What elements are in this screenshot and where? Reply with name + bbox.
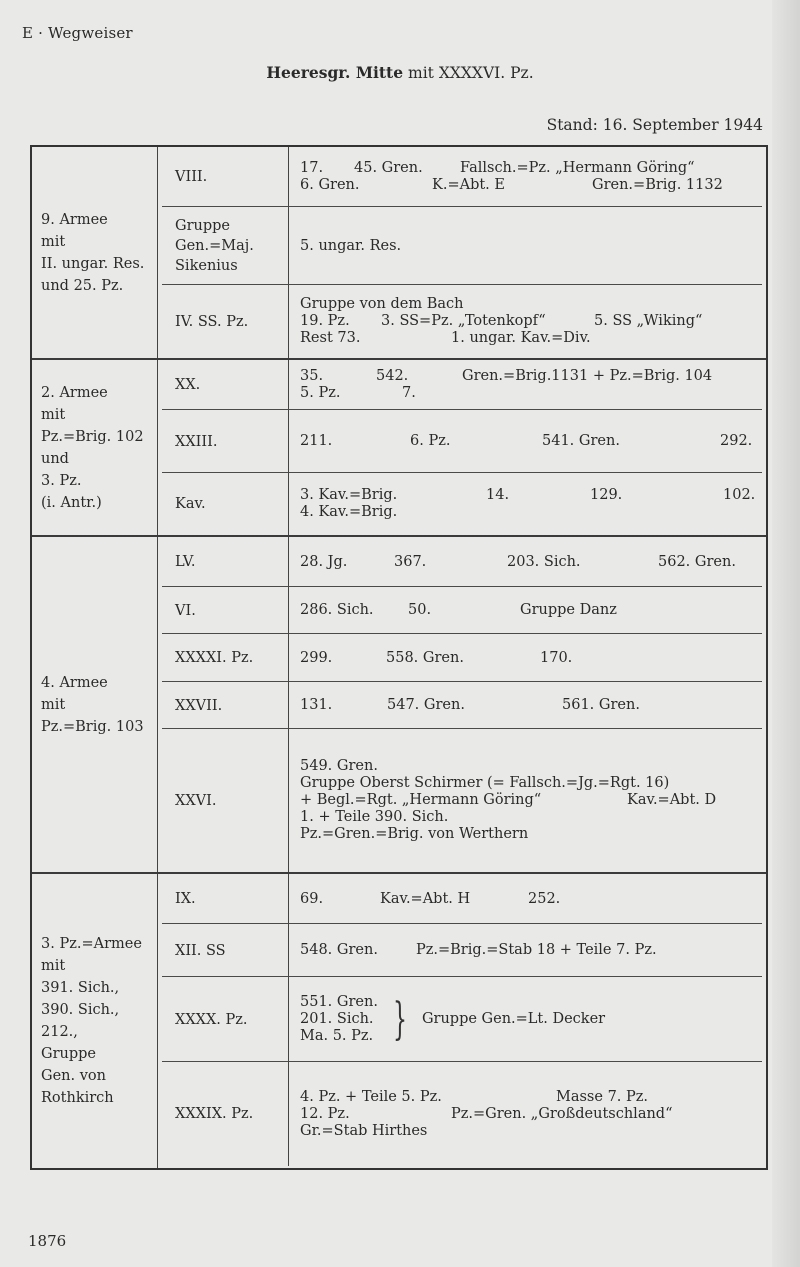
unit-line: [300, 487, 756, 504]
corps-cell: [158, 682, 289, 729]
corps-cell: [158, 360, 289, 410]
corps-row: [158, 537, 766, 587]
army-line: 3. Pz.=Armee: [41, 936, 142, 952]
unit-label: 3. Kav.=Brig.: [300, 487, 398, 503]
unit-label: 50.: [408, 602, 432, 618]
units-cell: [289, 207, 766, 285]
corps-line: Gruppe: [175, 218, 230, 234]
unit-line: [300, 313, 756, 330]
army-line: Gen. von: [41, 1068, 106, 1084]
units-cell: [289, 410, 766, 473]
corps-name: [175, 494, 206, 514]
unit-line: [300, 942, 756, 959]
unit-line: [300, 826, 756, 843]
corps-name: [175, 941, 226, 961]
unit-label: 5. SS „Wiking“: [594, 313, 703, 329]
group-label: Gruppe Gen.=Lt. Decker: [421, 1011, 606, 1027]
corps-name: [175, 648, 253, 668]
corps-name: [175, 696, 222, 716]
army-line: mit: [41, 696, 66, 713]
army-section: [32, 147, 766, 360]
unit-label: 4. Pz. + Teile 5. Pz.: [300, 1088, 442, 1105]
corps-row: [158, 874, 766, 924]
unit-label: 4. Kav.=Brig.: [300, 504, 398, 520]
braced-units: [300, 994, 378, 1045]
corps-line: XXXX. Pz.: [175, 1011, 248, 1028]
unit-label: 547. Gren.: [387, 697, 465, 713]
corps-line: XXVII.: [175, 697, 223, 714]
army-cell: [32, 537, 158, 872]
army-name: [41, 933, 142, 1109]
army-line: Pz.=Brig. 102: [41, 428, 144, 445]
unit-label: 558. Gren.: [386, 649, 464, 666]
unit-label: 3. SS=Pz. „Totenkopf“: [381, 313, 546, 329]
corps-name: [175, 601, 196, 621]
army-line: 390. Sich.,: [41, 1002, 120, 1018]
unit-label: 35.: [300, 368, 324, 384]
unit-line: [300, 758, 756, 775]
corps-name: [175, 167, 207, 187]
army-line: mit: [41, 233, 66, 250]
page-number: 1876: [28, 1232, 67, 1250]
corps-name: [175, 432, 217, 452]
army-line: 4. Armee: [41, 674, 108, 691]
army-cell: [32, 874, 158, 1168]
unit-label: Gruppe Danz: [520, 602, 617, 618]
army-line: Rothkirch: [41, 1090, 114, 1106]
unit-line: [300, 697, 756, 714]
unit-label: + Begl.=Rgt. „Hermann Göring“: [300, 792, 542, 808]
unit-label: 203. Sich.: [507, 553, 581, 570]
unit-line: [300, 504, 756, 521]
order-of-battle-table: [30, 145, 768, 1170]
unit-label: 548. Gren.: [300, 942, 378, 958]
corps-row: [158, 587, 766, 634]
unit-label: Fallsch.=Pz. „Hermann Göring“: [460, 160, 695, 176]
unit-label: Rest 73.: [300, 330, 361, 346]
unit-label: 7.: [402, 385, 416, 401]
unit-label: Gruppe von dem Bach: [300, 296, 464, 312]
unit-line: [300, 1123, 756, 1140]
corps-row: [158, 682, 766, 729]
unit-label: 170.: [540, 649, 573, 666]
unit-label: 6. Gren.: [300, 177, 360, 193]
corps-row: [158, 410, 766, 473]
unit-label: 129.: [590, 487, 623, 503]
unit-label: 542.: [376, 368, 409, 384]
unit-label: 12. Pz.: [300, 1105, 350, 1122]
corps-cell: [158, 1062, 289, 1166]
unit-label: 102.: [723, 487, 756, 503]
units-cell: [289, 537, 766, 587]
curly-brace-icon: }: [392, 993, 407, 1045]
corps-line: LV.: [175, 554, 196, 570]
corps-cell: [158, 587, 289, 634]
unit-label: 561. Gren.: [562, 697, 640, 713]
army-line: Pz.=Brig. 103: [41, 718, 144, 735]
corps-cell: [158, 537, 289, 587]
army-line: (i. Antr.): [41, 494, 102, 511]
units-cell: [289, 634, 766, 682]
corps-line: XXXIX. Pz.: [175, 1106, 254, 1122]
corps-name: [175, 791, 216, 811]
army-line: 3. Pz.: [41, 472, 82, 489]
corps-row: [158, 360, 766, 410]
unit-label: 286. Sich.: [300, 602, 374, 618]
corps-line: IV. SS. Pz.: [175, 313, 249, 330]
unit-line: [300, 602, 756, 619]
army-line: 2. Armee: [41, 384, 108, 401]
title-bold: Heeresgr. Mitte: [266, 63, 404, 82]
unit-label: 6. Pz.: [410, 433, 451, 449]
corps-line: Kav.: [175, 496, 206, 512]
units-cell: [289, 587, 766, 634]
units-cell: [289, 147, 766, 207]
unit-line: [300, 238, 756, 255]
unit-label: 299.: [300, 649, 333, 666]
unit-line: [300, 385, 756, 402]
unit-label: Kav.=Abt. D: [627, 792, 717, 808]
corps-cell: [158, 924, 289, 977]
units-cell: [289, 1062, 766, 1166]
unit-label: 5. ungar. Res.: [300, 237, 402, 254]
unit-line: [300, 792, 756, 809]
corps-row: [158, 924, 766, 977]
corps-name: [175, 889, 196, 909]
unit-line: [300, 330, 756, 347]
corps-name: [175, 375, 200, 395]
army-line: Gruppe: [41, 1046, 96, 1062]
corps-line: VIII.: [175, 169, 208, 185]
unit-line: [300, 296, 756, 313]
unit-line: [300, 891, 756, 908]
unit-label: 541. Gren.: [542, 433, 620, 449]
units-cell: [289, 682, 766, 729]
corps-name: [175, 312, 248, 332]
corps-line: XXIII.: [175, 433, 218, 450]
units-cell: [289, 285, 766, 358]
army-cell: [32, 360, 158, 535]
unit-label: 549. Gren.: [300, 758, 378, 774]
unit-label: Masse 7. Pz.: [556, 1088, 649, 1105]
unit-label: Gr.=Stab Hirthes: [300, 1122, 428, 1139]
units-cell: [289, 924, 766, 977]
corps-cell: [158, 874, 289, 924]
corps-line: Gen.=Maj.: [175, 238, 254, 254]
corps-line: Sikenius: [175, 258, 238, 274]
army-line: mit: [41, 406, 66, 423]
unit-label: 562. Gren.: [658, 553, 736, 570]
unit-label: 201. Sich.: [300, 1011, 374, 1027]
army-name: [41, 672, 144, 738]
corps-row: [158, 729, 766, 872]
unit-line: [300, 554, 756, 571]
corps-row: [158, 207, 766, 285]
unit-line: [300, 775, 756, 792]
corps-row: [158, 285, 766, 358]
corps-cell: [158, 634, 289, 682]
units-cell: [289, 360, 766, 410]
corps-line: IX.: [175, 891, 196, 907]
army-line: mit: [41, 958, 66, 974]
unit-line: [300, 177, 756, 194]
corps-row: [158, 634, 766, 682]
unit-line: [300, 650, 756, 667]
unit-label: Gren.=Brig. 1132: [592, 177, 723, 193]
unit-label: 69.: [300, 890, 324, 907]
unit-line: [300, 1089, 756, 1106]
unit-label: 292.: [720, 433, 753, 449]
unit-label: Pz.=Gren.=Brig. von Werthern: [300, 826, 529, 842]
army-section: [32, 360, 766, 537]
units-cell: [289, 473, 766, 535]
unit-label: 5. Pz.: [300, 385, 341, 401]
unit-line: [300, 160, 756, 177]
running-head: E · Wegweiser: [22, 24, 133, 42]
unit-label: Pz.=Brig.=Stab 18 + Teile 7. Pz.: [416, 942, 657, 958]
unit-label: 1. + Teile 390. Sich.: [300, 809, 449, 825]
corps-cell: [158, 285, 289, 358]
unit-label: 45. Gren.: [354, 160, 423, 176]
army-name: [41, 209, 144, 297]
army-line: 391. Sich.,: [41, 980, 120, 996]
unit-label: Gren.=Brig.1131 + Pz.=Brig. 104: [462, 368, 713, 384]
stand-date: Stand: 16. September 1944: [546, 116, 763, 134]
unit-line: [300, 809, 756, 826]
corps-line: XII. SS: [175, 942, 226, 959]
army-line: 9. Armee: [41, 211, 108, 228]
corps-line: XX.: [175, 377, 201, 393]
unit-label: 211.: [300, 433, 333, 449]
unit-label: 367.: [394, 553, 427, 570]
unit-label: 551. Gren.: [300, 994, 378, 1010]
unit-line: [300, 433, 756, 450]
army-cell: [32, 147, 158, 358]
corps-cell: [158, 207, 289, 285]
corps-cell: [158, 729, 289, 872]
corps-row: [158, 473, 766, 535]
units-cell: [289, 874, 766, 924]
page-title: [0, 63, 800, 82]
army-line: II. ungar. Res.: [41, 255, 145, 272]
corps-name: [175, 1104, 253, 1124]
unit-label: 19. Pz.: [300, 313, 350, 329]
army-section: [32, 874, 766, 1168]
units-cell: [289, 729, 766, 872]
corps-row: [158, 1062, 766, 1166]
unit-label: 252.: [528, 890, 561, 907]
corps-cell: [158, 977, 289, 1062]
army-line: 212.,: [41, 1024, 78, 1040]
unit-label: Pz.=Gren. „Großdeutschland“: [451, 1105, 673, 1122]
corps-line: VI.: [175, 602, 196, 619]
unit-label: Ma. 5. Pz.: [300, 1028, 374, 1044]
unit-label: 28. Jg.: [300, 553, 348, 570]
unit-label: K.=Abt. E: [432, 177, 505, 193]
corps-name: [175, 552, 195, 572]
page-edge: [772, 0, 800, 1267]
unit-label: 1. ungar. Kav.=Div.: [451, 330, 591, 346]
corps-cell: [158, 410, 289, 473]
unit-label: 17.: [300, 160, 324, 176]
braced-group: [300, 994, 756, 1045]
corps-cell: [158, 147, 289, 207]
units-cell: [289, 977, 766, 1062]
corps-row: [158, 977, 766, 1062]
unit-line: [300, 1106, 756, 1123]
corps-row: [158, 147, 766, 207]
title-rest: mit XXXXVI. Pz.: [403, 64, 534, 82]
army-section: [32, 537, 766, 874]
corps-line: XXXXI. Pz.: [175, 650, 254, 666]
unit-label: Kav.=Abt. H: [380, 890, 471, 907]
unit-label: 14.: [486, 487, 510, 503]
corps-name: [175, 1010, 248, 1030]
corps-name: [175, 216, 254, 276]
unit-label: Gruppe Oberst Schirmer (= Fallsch.=Jg.=Rgt. 16): [300, 775, 670, 791]
army-name: [41, 382, 144, 514]
unit-line: [300, 368, 756, 385]
corps-cell: [158, 473, 289, 535]
army-line: und: [41, 450, 69, 467]
unit-label: 131.: [300, 697, 333, 713]
corps-line: XXVI.: [175, 792, 217, 809]
army-line: und 25. Pz.: [41, 277, 124, 294]
